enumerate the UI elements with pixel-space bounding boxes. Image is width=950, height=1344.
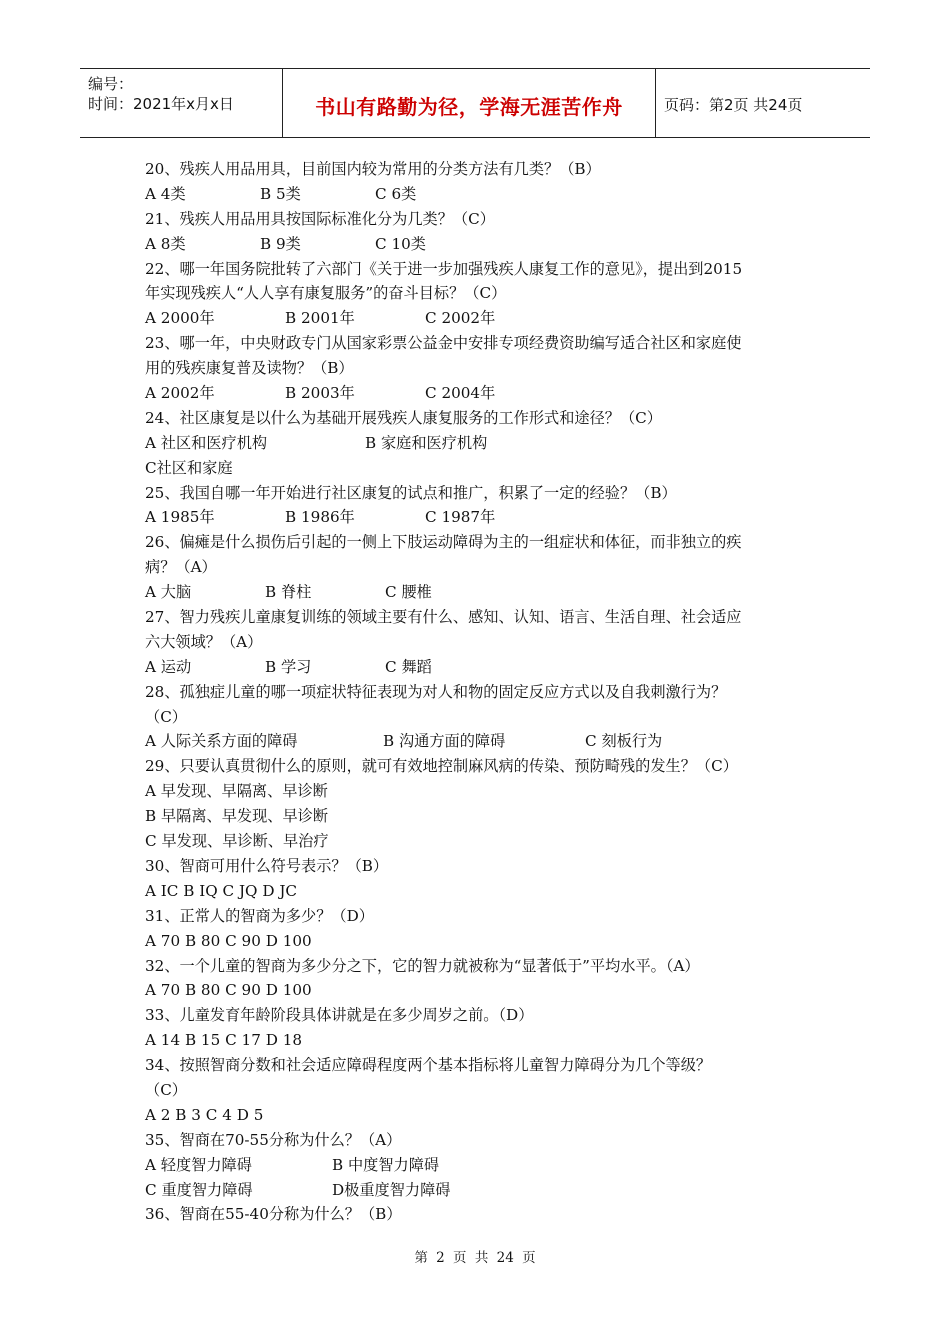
- option-item: C 2002年: [425, 309, 496, 328]
- option-item: B 中度智力障碍: [332, 1155, 440, 1174]
- text-line: B 早隔离、早发现、早诊断: [145, 807, 329, 826]
- text-line: 病？（A）: [145, 558, 217, 577]
- question-list: [145, 157, 810, 1227]
- option-item: A 4类: [145, 184, 186, 203]
- option-row: [145, 381, 810, 406]
- text-line: 28、孤独症儿童的哪一项症状特征表现为对人和物的固定反应方式以及自我刺激行为？: [145, 682, 727, 701]
- option-item: B 2003年: [285, 384, 355, 403]
- text-line: 32、一个儿童的智商为多少分之下，它的智力就被称为“显著低于”平均水平。（A）: [145, 956, 700, 975]
- header-motto: 书山有路勤为径，学海无涯苦作舟: [315, 95, 623, 119]
- option-item: C 腰椎: [385, 583, 432, 602]
- text-line: A 2 B 3 C 4 D 5: [145, 1105, 264, 1124]
- option-item: B 脊柱: [265, 583, 312, 602]
- option-row: [145, 580, 810, 605]
- header-page-cell: [656, 69, 870, 137]
- option-item: A 社区和医疗机构: [145, 433, 268, 452]
- option-item: B 1986年: [285, 508, 355, 527]
- text-line: 用的残疾康复普及读物？（B）: [145, 359, 354, 378]
- option-item: B 学习: [265, 657, 312, 676]
- text-line: 27、智力残疾儿童康复训练的领域主要有什么、感知、认知、语言、生活自理、社会适应: [145, 608, 742, 627]
- option-item: B 沟通方面的障碍: [383, 732, 506, 751]
- text-line: 22、哪一年国务院批转了六部门《关于进一步加强残疾人康复工作的意见》，提出到2015: [145, 259, 743, 278]
- option-item: B 5类: [260, 184, 301, 203]
- doc-time-label: 时间：2021年x月x日: [88, 95, 234, 113]
- text-line: 年实现残疾人“人人享有康复服务”的奋斗目标？（C）: [145, 284, 507, 303]
- text-line: 33、儿童发育年龄阶段具体讲就是在多少周岁之前。（D）: [145, 1006, 534, 1025]
- option-row: [145, 1178, 810, 1203]
- option-item: A 大脑: [145, 583, 192, 602]
- option-row: [145, 505, 810, 530]
- option-item: A 1985年: [145, 508, 215, 527]
- option-row: [145, 729, 810, 754]
- text-line: 36、智商在55-40分称为什么？（B）: [145, 1205, 402, 1224]
- doc-code-label: 编号：: [88, 75, 134, 93]
- text-line: （C）: [145, 707, 187, 726]
- option-row: [145, 306, 810, 331]
- text-line: 21、残疾人用品用具按国际标准化分为几类？（C）: [145, 209, 495, 228]
- option-item: A 2002年: [145, 384, 215, 403]
- page-footer: 第 2 页 共 24 页: [414, 1250, 536, 1266]
- text-line: 六大领域？（A）: [145, 632, 263, 651]
- option-item: C 刻板行为: [585, 732, 663, 751]
- page-header: [80, 68, 870, 138]
- option-item: D极重度智力障碍: [332, 1180, 451, 1199]
- option-item: A 运动: [145, 657, 192, 676]
- text-line: 30、智商可用什么符号表示？（B）: [145, 856, 389, 875]
- option-row: [145, 655, 810, 680]
- option-item: A 8类: [145, 234, 186, 253]
- text-line: 35、智商在70-55分称为什么？（A）: [145, 1130, 402, 1149]
- option-item: A 2000年: [145, 309, 215, 328]
- text-line: C 早发现、早诊断、早治疗: [145, 832, 329, 851]
- header-page-info: 页码：第2页 共24页: [664, 96, 803, 114]
- text-line: 24、社区康复是以什么为基础开展残疾人康复服务的工作形式和途径？（C）: [145, 408, 662, 427]
- text-line: 23、哪一年，中央财政专门从国家彩票公益金中安排专项经费资助编写适合社区和家庭使: [145, 334, 742, 353]
- option-item: B 9类: [260, 234, 301, 253]
- header-meta-cell: [80, 69, 283, 137]
- text-line: 26、偏瘫是什么损伤后引起的一侧上下肢运动障碍为主的一组症状和体征，而非独立的疾: [145, 533, 742, 552]
- text-line: A 70 B 80 C 90 D 100: [145, 981, 312, 1000]
- option-item: B 家庭和医疗机构: [365, 433, 488, 452]
- text-line: A 70 B 80 C 90 D 100: [145, 931, 312, 950]
- option-item: B 2001年: [285, 309, 355, 328]
- text-line: 29、只要认真贯彻什么的原则，就可有效地控制麻风病的传染、预防畸残的发生？（C）: [145, 757, 738, 776]
- text-line: A IC B IQ C JQ D JC: [145, 881, 298, 900]
- text-line: （C）: [145, 1080, 187, 1099]
- text-line: 20、残疾人用品用具，目前国内较为常用的分类方法有几类？（B）: [145, 160, 601, 178]
- option-item: C 2004年: [425, 384, 496, 403]
- header-motto-cell: [283, 69, 656, 137]
- option-item: C 10类: [375, 234, 426, 253]
- option-item: C 重度智力障碍: [145, 1180, 253, 1199]
- text-line: C社区和家庭: [145, 458, 233, 477]
- option-row: [145, 1153, 810, 1178]
- option-row: [145, 232, 810, 257]
- text-line: 34、按照智商分数和社会适应障碍程度两个基本指标将儿童智力障碍分为几个等级？: [145, 1056, 712, 1075]
- text-line: A 14 B 15 C 17 D 18: [145, 1031, 303, 1050]
- text-line: A 早发现、早隔离、早诊断: [145, 782, 328, 801]
- option-item: C 舞蹈: [385, 657, 432, 676]
- option-item: A 人际关系方面的障碍: [145, 732, 298, 751]
- option-item: C 1987年: [425, 508, 496, 527]
- text-line: 25、我国自哪一年开始进行社区康复的试点和推广，积累了一定的经验？（B）: [145, 483, 677, 502]
- text-line: 31、正常人的智商为多少？（D）: [145, 906, 374, 925]
- option-item: A 轻度智力障碍: [145, 1155, 252, 1174]
- option-row: [145, 431, 810, 456]
- option-item: C 6类: [375, 184, 417, 203]
- option-row: [145, 182, 810, 207]
